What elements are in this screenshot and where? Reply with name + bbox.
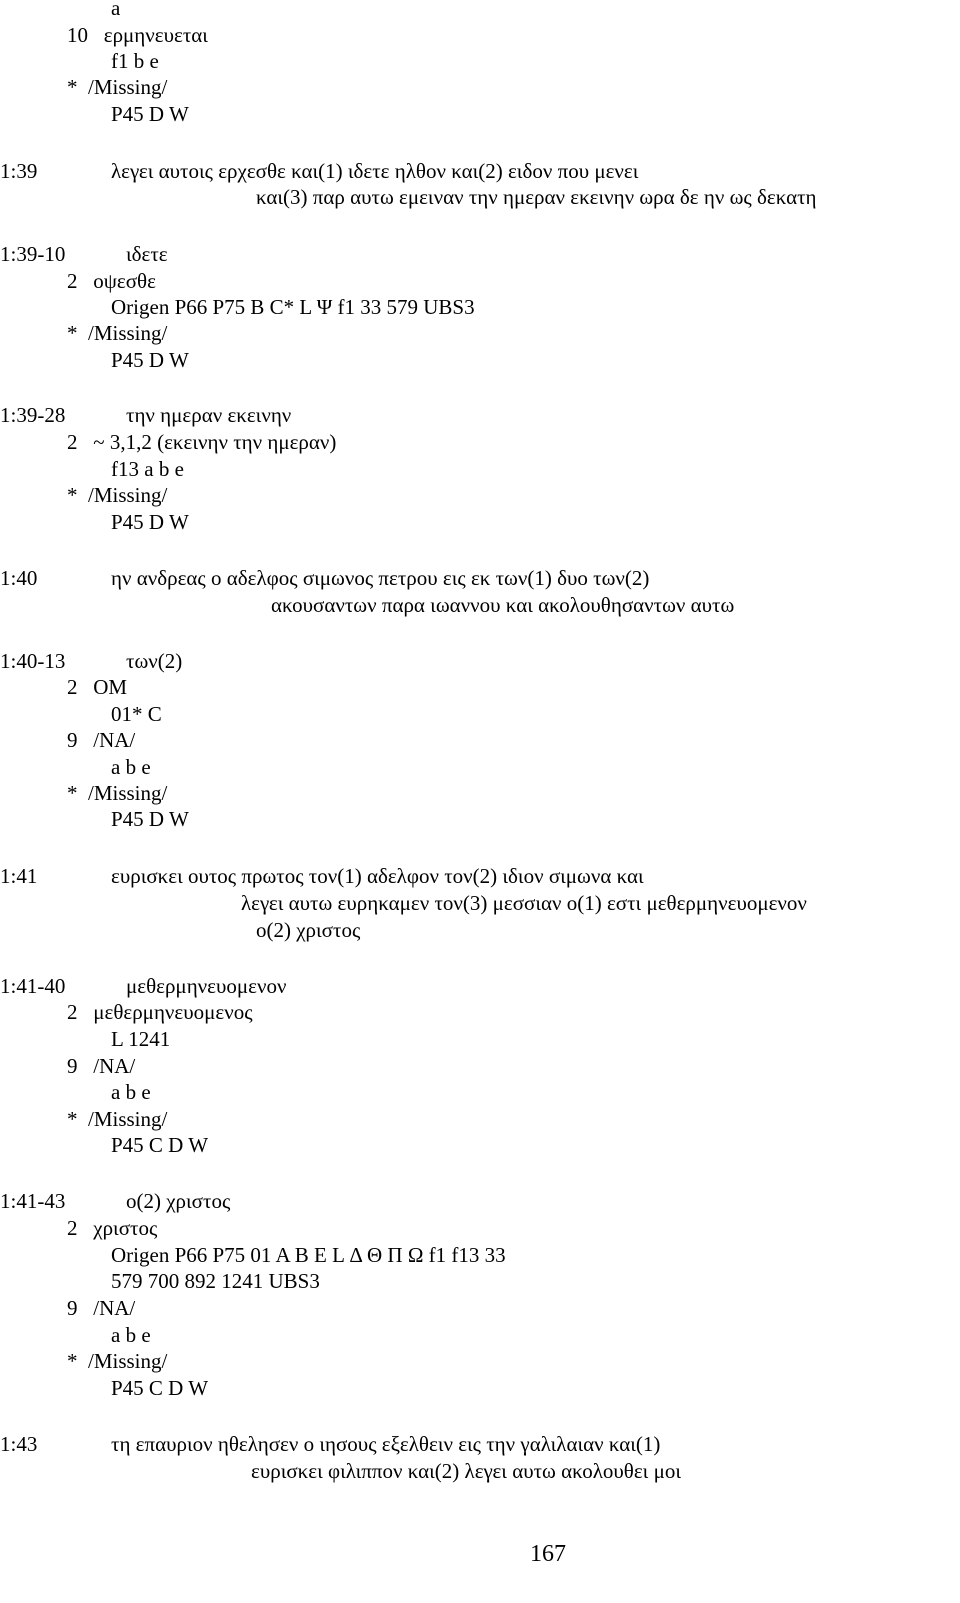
verse-text: ακουσαντων παρα ιωαννου και ακολουθησαντων αυτω bbox=[271, 593, 735, 617]
verse-reference: 1:40 bbox=[0, 566, 38, 590]
verse-text: ην ανδρεας ο αδελφος σιμωνος πετρου εις εκ των(1) δυο των(2) bbox=[111, 566, 650, 590]
text-line: 2 χριστος bbox=[67, 1216, 158, 1240]
text-line: Origen P66 P75 01 A B E L Δ Θ Π Ω f1 f13 33 bbox=[111, 1243, 506, 1267]
text-line: Origen P66 P75 B C* L Ψ f1 33 579 UBS3 bbox=[111, 295, 475, 319]
verse-text: ευρισκει φιλιππον και(2) λεγει αυτω ακολουθει μοι bbox=[251, 1459, 681, 1483]
text-line: a bbox=[111, 0, 121, 20]
variant-reference: 1:40-13 bbox=[0, 649, 66, 673]
variant-reference: 1:41-40 bbox=[0, 974, 66, 998]
verse-reference: 1:43 bbox=[0, 1432, 38, 1456]
text-line: P45 D W bbox=[111, 102, 189, 126]
text-line: P45 D W bbox=[111, 807, 189, 831]
text-line: 10 ερμηνευεται bbox=[67, 23, 208, 47]
verse-text: λεγει αυτοις ερχεσθε και(1) ιδετε ηλθον και(2) ειδον που μενει bbox=[111, 159, 639, 183]
text-line: * /Missing/ bbox=[67, 321, 168, 345]
text-line: 2 οψεσθε bbox=[67, 269, 156, 293]
text-line: 9 /NA/ bbox=[67, 1054, 136, 1078]
text-line: P45 C D W bbox=[111, 1376, 209, 1400]
variant-lemma: των(2) bbox=[126, 649, 183, 673]
text-line: P45 C D W bbox=[111, 1133, 209, 1157]
verse-text: λεγει αυτω ευρηκαμεν τον(3) μεσσιαν ο(1) εστι μεθερμηνευομενον bbox=[241, 891, 807, 915]
text-line: 2 OM bbox=[67, 675, 128, 699]
text-line: P45 D W bbox=[111, 348, 189, 372]
text-line: * /Missing/ bbox=[67, 1349, 168, 1373]
text-line: a b e bbox=[111, 1080, 151, 1104]
variant-reference: 1:39-28 bbox=[0, 403, 66, 427]
text-line: 579 700 892 1241 UBS3 bbox=[111, 1269, 320, 1293]
text-line: f1 b e bbox=[111, 49, 159, 73]
text-line: L 1241 bbox=[111, 1027, 171, 1051]
page-number: 167 bbox=[530, 1541, 566, 1567]
variant-lemma: ο(2) χριστος bbox=[126, 1189, 231, 1213]
text-line: P45 D W bbox=[111, 510, 189, 534]
text-line: f13 a b e bbox=[111, 457, 184, 481]
text-line: 9 /NA/ bbox=[67, 728, 136, 752]
verse-text: ευρισκει ουτος πρωτος τον(1) αδελφον τον(2) ιδιον σιμωνα και bbox=[111, 864, 644, 888]
text-line: a b e bbox=[111, 1323, 151, 1347]
variant-lemma: μεθερμηνευομενον bbox=[126, 974, 287, 998]
text-line: * /Missing/ bbox=[67, 781, 168, 805]
variant-reference: 1:41-43 bbox=[0, 1189, 66, 1213]
text-line: 9 /NA/ bbox=[67, 1296, 136, 1320]
text-line: a b e bbox=[111, 755, 151, 779]
variant-lemma: την ημεραν εκεινην bbox=[126, 403, 292, 427]
variant-lemma: ιδετε bbox=[126, 242, 168, 266]
verse-reference: 1:41 bbox=[0, 864, 38, 888]
text-line: 2 ~ 3,1,2 (εκεινην την ημεραν) bbox=[67, 430, 337, 454]
text-line: * /Missing/ bbox=[67, 483, 168, 507]
verse-reference: 1:39 bbox=[0, 159, 38, 183]
verse-text: τη επαυριον ηθελησεν ο ιησους εξελθειν εις την γαλιλαιαν και(1) bbox=[111, 1432, 661, 1456]
text-line: * /Missing/ bbox=[67, 75, 168, 99]
verse-text: ο(2) χριστος bbox=[256, 918, 361, 942]
variant-reference: 1:39-10 bbox=[0, 242, 66, 266]
text-line: 01* C bbox=[111, 702, 162, 726]
verse-text: και(3) παρ αυτω εμειναν την ημεραν εκεινην ωρα δε ην ως δεκατη bbox=[256, 185, 817, 209]
text-line: * /Missing/ bbox=[67, 1107, 168, 1131]
text-line: 2 μεθερμηνευομενος bbox=[67, 1000, 253, 1024]
